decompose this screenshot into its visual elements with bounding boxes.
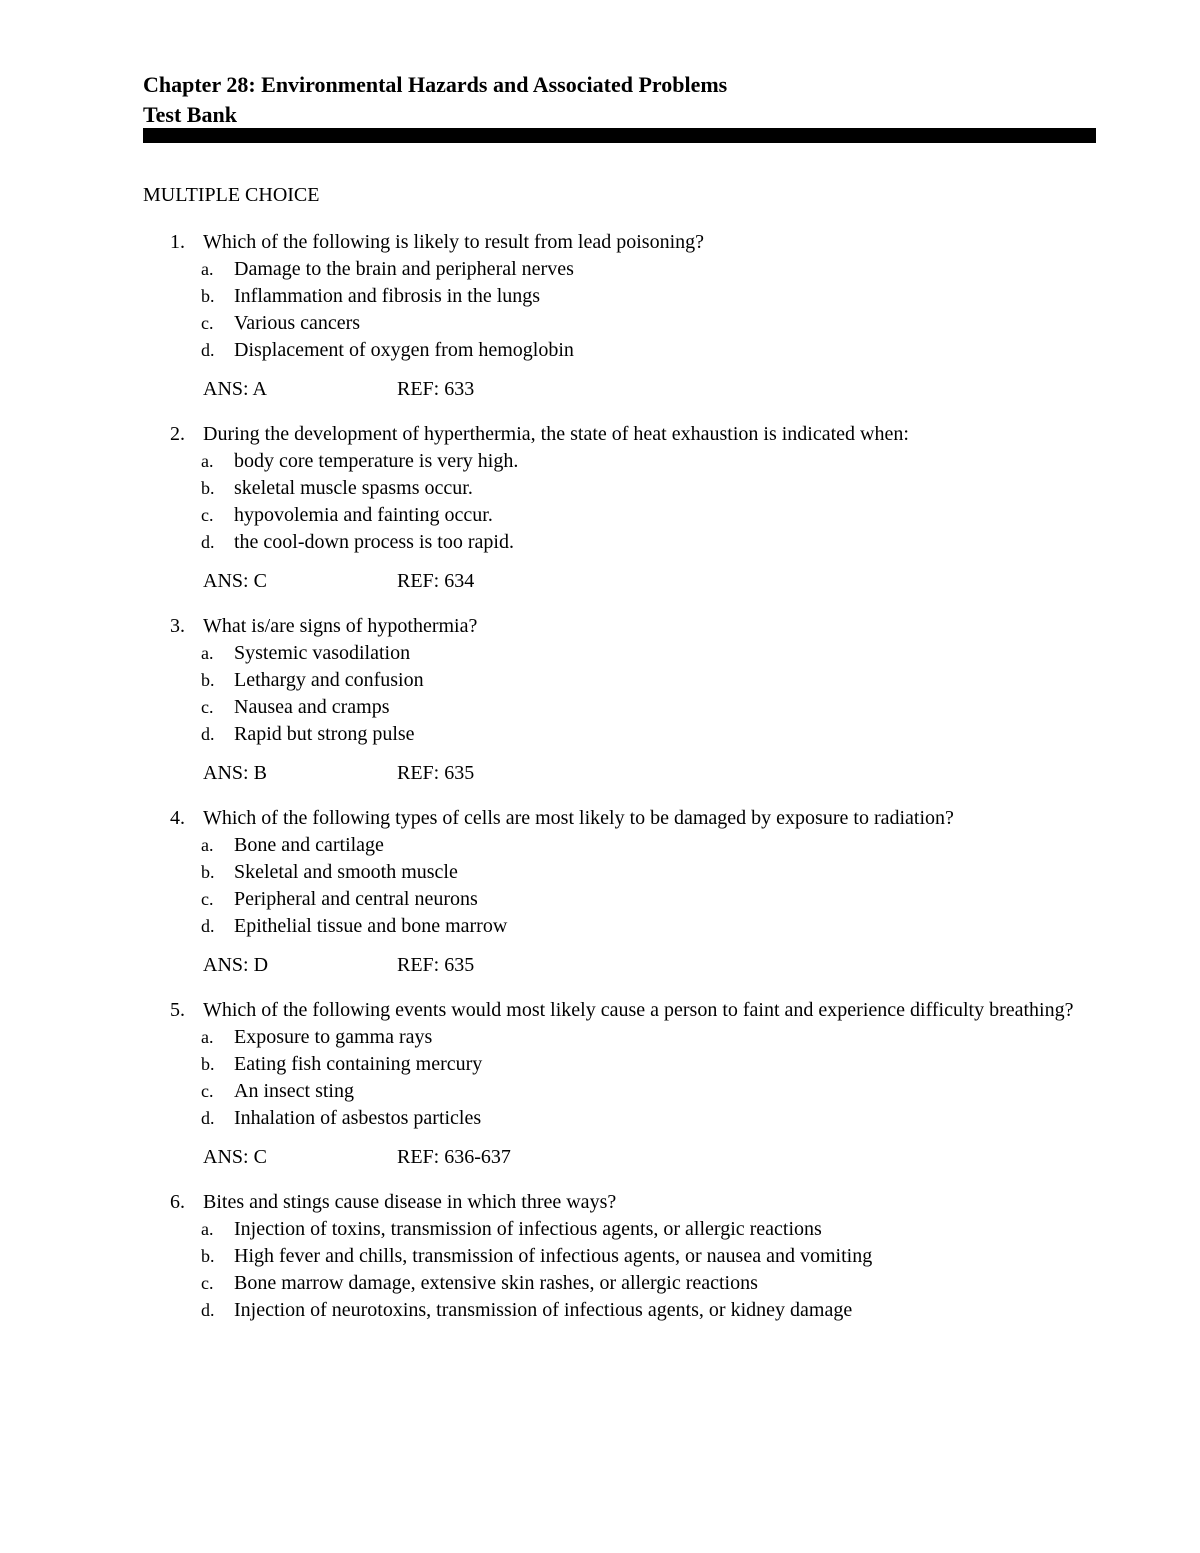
option-letter: b. [201, 478, 215, 498]
option-letter: d. [201, 532, 215, 552]
option-text: Bone and cartilage [234, 834, 384, 856]
question-stem: What is/are signs of hypothermia? [203, 615, 478, 637]
question-number: 5. [170, 999, 185, 1021]
answer-option [170, 1216, 1100, 1243]
option-letter: a. [201, 643, 214, 663]
answer-option [170, 310, 1100, 337]
answer-option [170, 1078, 1100, 1105]
option-letter: c. [201, 889, 214, 909]
answer-option [170, 694, 1100, 721]
option-text: High fever and chills, transmission of infectious agents, or nausea and vomiting [234, 1245, 873, 1267]
question-item [170, 805, 1100, 979]
answer-option [170, 1270, 1100, 1297]
option-letter: c. [201, 1081, 214, 1101]
answer-key: ANS: C [203, 570, 267, 592]
option-letter: d. [201, 1300, 215, 1320]
answer-option [170, 256, 1100, 283]
option-text: Eating fish containing mercury [234, 1053, 483, 1075]
answer-option [170, 667, 1100, 694]
document-header [143, 70, 727, 130]
question-number: 3. [170, 615, 185, 637]
option-letter: d. [201, 1108, 215, 1128]
option-text: Injection of toxins, transmission of infectious agents, or allergic reactions [234, 1218, 822, 1240]
answer-key: ANS: C [203, 1146, 267, 1168]
answer-option [170, 1024, 1100, 1051]
answer-key-row [170, 952, 1100, 979]
question-stem-row [170, 421, 1100, 448]
answer-option [170, 1105, 1100, 1132]
option-letter: c. [201, 505, 214, 525]
question-item [170, 1189, 1100, 1324]
page-reference: REF: 635 [397, 762, 475, 784]
question-number: 1. [170, 231, 185, 253]
option-text: body core temperature is very high. [234, 450, 519, 472]
answer-option [170, 859, 1100, 886]
header-rule [143, 128, 1096, 143]
answer-option [170, 475, 1100, 502]
option-text: Exposure to gamma rays [234, 1026, 433, 1048]
option-text: Lethargy and confusion [234, 669, 424, 691]
option-text: Peripheral and central neurons [234, 888, 478, 910]
answer-option [170, 337, 1100, 364]
option-text: the cool-down process is too rapid. [234, 531, 514, 553]
question-item [170, 421, 1100, 595]
question-number: 2. [170, 423, 185, 445]
page-reference: REF: 636-637 [397, 1146, 511, 1168]
option-letter: d. [201, 340, 215, 360]
question-item [170, 997, 1100, 1171]
question-list [170, 229, 1100, 1324]
question-stem: Which of the following is likely to result from lead poisoning? [203, 231, 705, 253]
question-stem: Which of the following types of cells are most likely to be damaged by exposure to radiation? [203, 807, 954, 829]
option-letter: d. [201, 916, 215, 936]
question-stem: Bites and stings cause disease in which three ways? [203, 1191, 617, 1213]
question-stem-row [170, 1189, 1100, 1216]
page-reference: REF: 635 [397, 954, 475, 976]
chapter-title: Chapter 28: Environmental Hazards and Associated Problems [143, 72, 728, 97]
answer-key-row [170, 568, 1100, 595]
option-text: Rapid but strong pulse [234, 723, 415, 745]
answer-option [170, 1243, 1100, 1270]
option-text: Skeletal and smooth muscle [234, 861, 458, 883]
answer-key-row [170, 760, 1100, 787]
option-letter: b. [201, 286, 215, 306]
option-letter: c. [201, 313, 214, 333]
question-stem-row [170, 805, 1100, 832]
option-text: skeletal muscle spasms occur. [234, 477, 473, 499]
answer-option [170, 1297, 1100, 1324]
option-letter: a. [201, 835, 214, 855]
answer-option [170, 502, 1100, 529]
option-letter: a. [201, 1219, 214, 1239]
option-letter: a. [201, 451, 214, 471]
option-text: Inhalation of asbestos particles [234, 1107, 482, 1129]
answer-key: ANS: B [203, 762, 267, 784]
option-text: Systemic vasodilation [234, 642, 411, 664]
question-number: 6. [170, 1191, 185, 1213]
answer-option [170, 832, 1100, 859]
answer-option [170, 283, 1100, 310]
answer-key-row [170, 1144, 1100, 1171]
question-number: 4. [170, 807, 185, 829]
answer-option [170, 1051, 1100, 1078]
answer-option [170, 721, 1100, 748]
option-text: Nausea and cramps [234, 696, 390, 718]
page-reference: REF: 634 [397, 570, 475, 592]
option-letter: c. [201, 697, 214, 717]
section-heading: MULTIPLE CHOICE [143, 184, 320, 206]
option-letter: a. [201, 1027, 214, 1047]
option-text: hypovolemia and fainting occur. [234, 504, 493, 526]
option-letter: d. [201, 724, 215, 744]
answer-key: ANS: A [203, 378, 267, 400]
option-text: Damage to the brain and peripheral nerves [234, 258, 574, 280]
option-letter: c. [201, 1273, 214, 1293]
option-text: Bone marrow damage, extensive skin rashes, or allergic reactions [234, 1272, 758, 1294]
option-text: Epithelial tissue and bone marrow [234, 915, 508, 937]
option-text: Inflammation and fibrosis in the lungs [234, 285, 541, 307]
question-item [170, 229, 1100, 403]
option-letter: b. [201, 1246, 215, 1266]
question-stem: During the development of hyperthermia, the state of heat exhaustion is indicated when: [203, 423, 909, 445]
question-stem-row [170, 229, 1100, 256]
answer-option [170, 886, 1100, 913]
answer-option [170, 529, 1100, 556]
option-text: An insect sting [234, 1080, 354, 1102]
test-bank-subtitle: Test Bank [143, 102, 237, 127]
question-stem-row [170, 997, 1100, 1024]
option-letter: b. [201, 670, 215, 690]
option-text: Injection of neurotoxins, transmission of infectious agents, or kidney damage [234, 1299, 853, 1321]
option-text: Various cancers [234, 312, 361, 334]
option-letter: b. [201, 862, 215, 882]
answer-key: ANS: D [203, 954, 269, 976]
answer-option [170, 448, 1100, 475]
question-stem: Which of the following events would most likely cause a person to faint and experience difficulty breathing? [203, 999, 1074, 1021]
question-item [170, 613, 1100, 787]
answer-option [170, 913, 1100, 940]
page-reference: REF: 633 [397, 378, 475, 400]
answer-option [170, 640, 1100, 667]
option-letter: a. [201, 259, 214, 279]
option-text: Displacement of oxygen from hemoglobin [234, 339, 574, 361]
option-letter: b. [201, 1054, 215, 1074]
question-stem-row [170, 613, 1100, 640]
answer-key-row [170, 376, 1100, 403]
